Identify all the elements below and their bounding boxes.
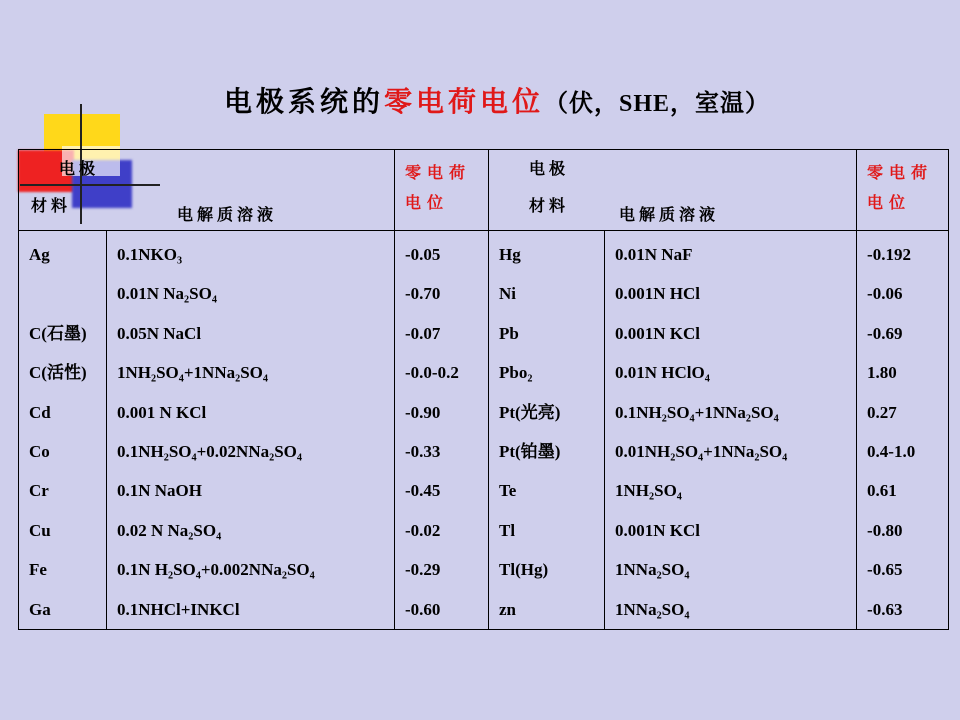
right-solution-cell: 0.001N KCl xyxy=(605,511,857,550)
left-value-cell: -0.70 xyxy=(395,274,489,313)
header-pzc-left: 零电荷电位 xyxy=(395,150,489,231)
left-value-cell: -0.02 xyxy=(395,511,489,550)
title-highlight: 零电荷电位 xyxy=(384,85,545,118)
right-material-cell: Hg xyxy=(489,231,605,275)
left-solution-cell: 1NH₂SO₄+1NNa₂SO₄ xyxy=(107,353,395,392)
left-material-cell xyxy=(19,274,107,313)
left-solution-cell: 0.05N NaCl xyxy=(107,314,395,353)
right-value-cell: -0.69 xyxy=(857,314,949,353)
header-right-electrode-solution xyxy=(489,150,857,231)
right-material-cell: Pt(铂墨) xyxy=(489,432,605,471)
table-row xyxy=(19,471,949,510)
left-solution-cell: 0.1NHCl+INKCl xyxy=(107,590,395,630)
pzc-table xyxy=(18,149,949,630)
table-header-row xyxy=(19,150,949,231)
left-solution-cell: 0.02 N Na₂SO₄ xyxy=(107,511,395,550)
left-solution-cell: 0.1NKO₃ xyxy=(107,231,395,275)
right-value-cell: 1.80 xyxy=(857,353,949,392)
left-material-cell: Cd xyxy=(19,393,107,432)
right-value-cell: -0.06 xyxy=(857,274,949,313)
left-solution-cell: 0.1N H₂SO₄+0.002NNa₂SO₄ xyxy=(107,550,395,589)
right-material-cell: Pbo₂ xyxy=(489,353,605,392)
left-material-cell: C(石墨) xyxy=(19,314,107,353)
table-row xyxy=(19,550,949,589)
right-material-cell: Tl(Hg) xyxy=(489,550,605,589)
left-material-cell: Cu xyxy=(19,511,107,550)
right-value-cell: 0.4-1.0 xyxy=(857,432,949,471)
page-title xyxy=(224,80,770,120)
header-electrode-line1-right: 电极 xyxy=(529,159,570,178)
right-solution-cell: 1NNa₂SO₄ xyxy=(605,590,857,630)
title-suffix: （伏，SHE，室温） xyxy=(544,91,771,117)
left-material-cell: Ag xyxy=(19,231,107,275)
table-row xyxy=(19,393,949,432)
right-material-cell: Pt(光亮) xyxy=(489,393,605,432)
left-value-cell: -0.33 xyxy=(395,432,489,471)
table-row xyxy=(19,231,949,275)
left-value-cell: -0.07 xyxy=(395,314,489,353)
right-solution-cell: 0.001N HCl xyxy=(605,274,857,313)
left-solution-cell: 0.01N Na₂SO₄ xyxy=(107,274,395,313)
right-material-cell: Ni xyxy=(489,274,605,313)
header-electrode-line1: 电极 xyxy=(59,159,100,178)
right-solution-cell: 0.1NH₂SO₄+1NNa₂SO₄ xyxy=(605,393,857,432)
right-solution-cell: 1NNa₂SO₄ xyxy=(605,550,857,589)
left-value-cell: -0.60 xyxy=(395,590,489,630)
left-value-cell: -0.05 xyxy=(395,231,489,275)
right-material-cell: Pb xyxy=(489,314,605,353)
left-material-cell: Fe xyxy=(19,550,107,589)
right-solution-cell: 0.001N KCl xyxy=(605,314,857,353)
right-value-cell: -0.65 xyxy=(857,550,949,589)
header-left-electrode-solution xyxy=(19,150,395,231)
right-value-cell: -0.63 xyxy=(857,590,949,630)
right-solution-cell: 0.01N NaF xyxy=(605,231,857,275)
right-value-cell: -0.192 xyxy=(857,231,949,275)
left-value-cell: -0.0-0.2 xyxy=(395,353,489,392)
table-row xyxy=(19,511,949,550)
table-row xyxy=(19,590,949,630)
left-value-cell: -0.45 xyxy=(395,471,489,510)
header-electrode-line2: 材料 xyxy=(31,196,72,215)
left-value-cell: -0.90 xyxy=(395,393,489,432)
title-prefix: 电极系统的 xyxy=(224,85,385,118)
right-solution-cell: 1NH₂SO₄ xyxy=(605,471,857,510)
left-value-cell: -0.29 xyxy=(395,550,489,589)
right-solution-cell: 0.01N HClO₄ xyxy=(605,353,857,392)
right-material-cell: Tl xyxy=(489,511,605,550)
right-value-cell: 0.27 xyxy=(857,393,949,432)
header-electrode-line2-right: 材料 xyxy=(529,196,570,215)
table-row xyxy=(19,353,949,392)
left-material-cell: Cr xyxy=(19,471,107,510)
header-solution-left: 电解质溶液 xyxy=(177,205,278,224)
header-pzc-right: 零电荷电位 xyxy=(857,150,949,231)
left-material-cell: Co xyxy=(19,432,107,471)
left-solution-cell: 0.001 N KCl xyxy=(107,393,395,432)
table-row xyxy=(19,274,949,313)
right-value-cell: 0.61 xyxy=(857,471,949,510)
right-material-cell: Te xyxy=(489,471,605,510)
left-solution-cell: 0.1NH₂SO₄+0.02NNa₂SO₄ xyxy=(107,432,395,471)
left-solution-cell: 0.1N NaOH xyxy=(107,471,395,510)
right-value-cell: -0.80 xyxy=(857,511,949,550)
left-material-cell: C(活性) xyxy=(19,353,107,392)
header-solution-right: 电解质溶液 xyxy=(619,205,720,224)
table-row xyxy=(19,432,949,471)
left-material-cell: Ga xyxy=(19,590,107,630)
table-row xyxy=(19,314,949,353)
right-solution-cell: 0.01NH₂SO₄+1NNa₂SO₄ xyxy=(605,432,857,471)
right-material-cell: zn xyxy=(489,590,605,630)
